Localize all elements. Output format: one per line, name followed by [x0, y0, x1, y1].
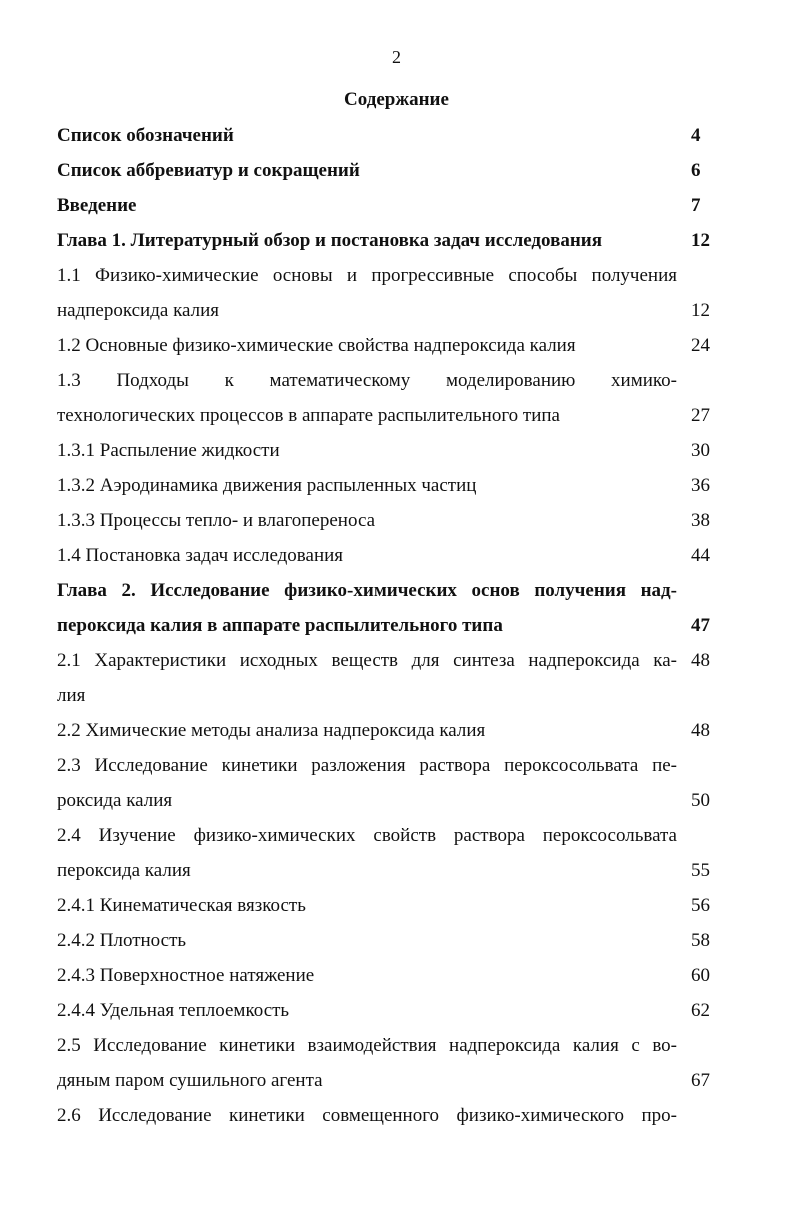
toc-entry-line: Глава 2. Исследование физико-химических основ получения над- — [57, 580, 677, 601]
toc-entry-line: 2.4.3 Поверхностное натяжение — [57, 965, 315, 986]
toc-entry-line: 2.1 Характеристики исходных веществ для синтеза надпероксида ка- — [57, 650, 677, 671]
toc-entry-line: 1.1 Физико-химические основы и прогрессивные способы получения — [57, 265, 677, 286]
toc-entry — [57, 258, 717, 328]
toc-entry-page: 58 — [691, 930, 710, 951]
toc-entry — [57, 1028, 717, 1098]
toc-entry-page: 56 — [691, 895, 710, 916]
toc-entry-title — [57, 503, 677, 538]
toc-entry — [57, 1098, 717, 1133]
toc-entry — [57, 153, 717, 188]
toc-entry-line: дяным паром сушильного агента — [57, 1070, 323, 1091]
toc-entry-line: технологических процессов в аппарате распылительного типа — [57, 405, 560, 426]
toc-entry-title — [57, 153, 677, 188]
toc-entry-line: Список обозначений — [57, 125, 234, 146]
toc-entry-title — [57, 433, 677, 468]
toc-entry — [57, 748, 717, 818]
toc-entry-title — [57, 468, 677, 503]
toc-entry — [57, 503, 717, 538]
toc-entry-title — [57, 888, 677, 923]
toc-entry-page: 27 — [691, 405, 710, 426]
toc-entry-line: 1.3.1 Распыление жидкости — [57, 440, 280, 461]
page-number: 2 — [392, 47, 401, 67]
toc-entry-title — [57, 363, 677, 433]
toc-entry-line: роксида калия — [57, 790, 173, 811]
toc-entry — [57, 958, 717, 993]
toc-entry-line: 1.2 Основные физико-химические свойства надпероксида калия — [57, 335, 576, 356]
toc-entry — [57, 643, 717, 713]
toc-entry-title — [57, 328, 677, 363]
toc-entry-page: 60 — [691, 965, 710, 986]
toc-entry-page: 47 — [691, 615, 710, 636]
toc-entry-title — [57, 188, 677, 223]
toc-entry-title — [57, 1028, 677, 1098]
toc-entry-line: 2.4 Изучение физико-химических свойств раствора пероксосольвата — [57, 825, 677, 846]
toc-entry — [57, 118, 717, 153]
toc-entry — [57, 188, 717, 223]
toc-entry-title — [57, 573, 677, 643]
toc-entry-page: 50 — [691, 790, 710, 811]
toc-entry-line: 1.3.3 Процессы тепло- и влагопереноса — [57, 510, 376, 531]
toc-entry-line: 2.6 Исследование кинетики совмещенного физико-химического про- — [57, 1105, 677, 1126]
toc-entry-page: 48 — [691, 720, 710, 741]
toc-entry — [57, 538, 717, 573]
toc-entry-line: 1.3.2 Аэродинамика движения распыленных частиц — [57, 475, 477, 496]
toc-entry-line: 2.4.1 Кинематическая вязкость — [57, 895, 306, 916]
toc-entry-page: 62 — [691, 1000, 710, 1021]
toc-entry — [57, 818, 717, 888]
toc-entry-title — [57, 258, 677, 328]
toc-entry-line: пероксида калия в аппарате распылительного типа — [57, 615, 503, 636]
toc-entry-title — [57, 923, 677, 958]
toc-entry-page: 55 — [691, 860, 710, 881]
toc-entry-title — [57, 958, 677, 993]
toc-entry — [57, 433, 717, 468]
toc-entry-line: надпероксида калия — [57, 300, 220, 321]
toc-entry — [57, 573, 717, 643]
toc-entry — [57, 888, 717, 923]
toc-entry-page: 12 — [691, 300, 710, 321]
toc-entry-line: 1.3 Подходы к математическому моделированию химико- — [57, 370, 677, 391]
toc-entry-page: 24 — [691, 335, 710, 356]
toc-entry — [57, 363, 717, 433]
toc-entry-page: 6 — [691, 160, 701, 181]
toc-entry — [57, 993, 717, 1028]
page-title: Содержание — [344, 89, 449, 110]
toc-entry-line: 1.4 Постановка задач исследования — [57, 545, 344, 566]
toc-entry — [57, 468, 717, 503]
toc-entry-title — [57, 713, 677, 748]
toc-entry-title — [57, 993, 677, 1028]
toc-entry-line: 2.4.2 Плотность — [57, 930, 187, 951]
toc-entry-line: 2.4.4 Удельная теплоемкость — [57, 1000, 290, 1021]
toc-entry-page: 48 — [691, 650, 710, 671]
toc-entry-title — [57, 818, 677, 888]
toc-entry-page: 30 — [691, 440, 710, 461]
toc-entry-line: Введение — [57, 195, 137, 216]
toc-entry-line: Глава 1. Литературный обзор и постановка задач исследования — [57, 230, 602, 251]
toc-entry — [57, 713, 717, 748]
toc-entry-title — [57, 223, 677, 258]
toc-entry-title — [57, 538, 677, 573]
toc-entry-line: пероксида калия — [57, 860, 191, 881]
toc-entry — [57, 328, 717, 363]
toc-entry-page: 36 — [691, 475, 710, 496]
toc-entry-title — [57, 118, 677, 153]
toc-entry-line: 2.5 Исследование кинетики взаимодействия надпероксида калия с во- — [57, 1035, 677, 1056]
toc-entry-line: 2.2 Химические методы анализа надпероксида калия — [57, 720, 486, 741]
toc-entry-page: 44 — [691, 545, 710, 566]
toc-entry-page: 4 — [691, 125, 701, 146]
toc-entry-page: 12 — [691, 230, 710, 251]
toc-entry-line: лия — [57, 685, 86, 706]
table-of-contents — [57, 118, 717, 1133]
toc-entry-line: 2.3 Исследование кинетики разложения раствора пероксосольвата пе- — [57, 755, 677, 776]
toc-entry-page: 7 — [691, 195, 701, 216]
toc-entry-line: Список аббревиатур и сокращений — [57, 160, 360, 181]
toc-entry — [57, 223, 717, 258]
toc-entry-title — [57, 748, 677, 818]
toc-entry-page: 67 — [691, 1070, 710, 1091]
toc-entry-title — [57, 1098, 677, 1133]
toc-entry-page: 38 — [691, 510, 710, 531]
toc-entry — [57, 923, 717, 958]
toc-entry-title — [57, 643, 677, 713]
